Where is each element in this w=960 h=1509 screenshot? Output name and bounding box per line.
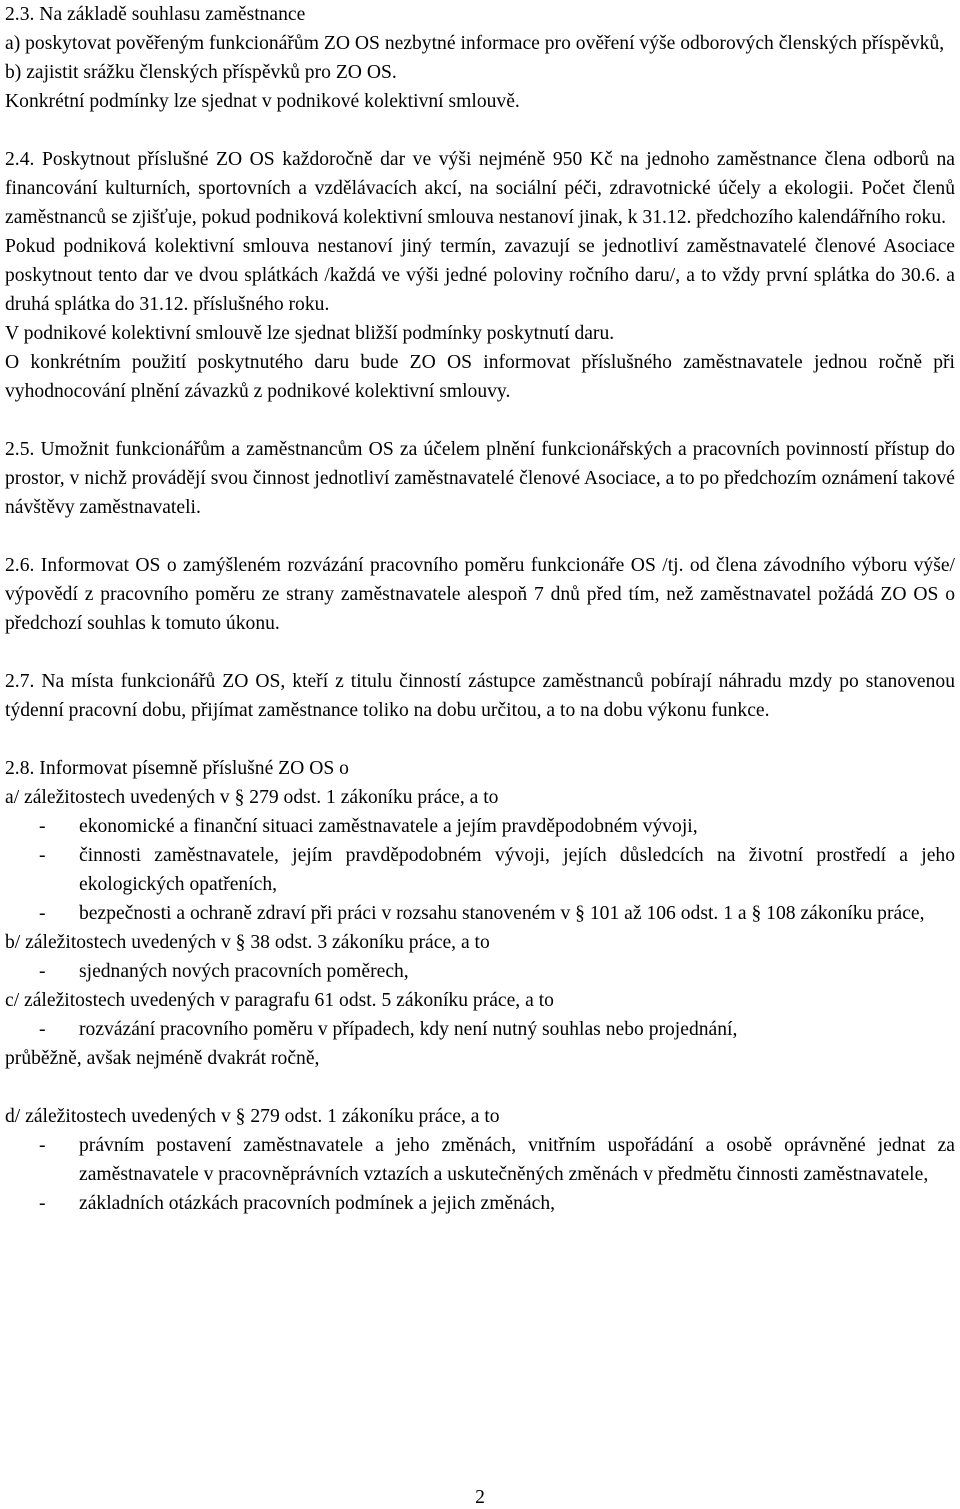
section-2-4-paragraph-2: Pokud podniková kolektivní smlouva nestanoví jiný termín, zavazují se jednotliví zaměstnavatelé členové Asociace poskytnout tento dar ve dvou splátkách /každá ve výši jedné poloviny ročního daru/, a to vždy první splátka do 30.6. a druhá splátka do 31.12. příslušného roku. xyxy=(5,236,955,315)
section-2-4-paragraph-4: O konkrétním použití poskytnutého daru bude ZO OS informovat příslušného zaměstnavatele jednou ročně při vyhodnocování plnění závazků z podnikové kolektivní smlouvy. xyxy=(5,352,955,402)
list-item xyxy=(5,1131,955,1189)
dash-bullet: - xyxy=(39,903,46,924)
section-2-3 xyxy=(5,0,955,116)
section-2-4-paragraph-3: V podnikové kolektivní smlouvě lze sjednat bližší podmínky poskytnutí daru. xyxy=(5,323,615,344)
section-2-3-heading: 2.3. Na základě souhlasu zaměstnance xyxy=(5,4,306,25)
subsection-a-intro: a/ záležitostech uvedených v § 279 odst. 1 zákoníku práce, a to xyxy=(5,787,499,808)
section-2-8 xyxy=(5,754,955,1218)
subsection-c-intro: c/ záležitostech uvedených v paragrafu 61 odst. 5 zákoníku práce, a to xyxy=(5,990,554,1011)
dash-bullet: - xyxy=(39,816,46,837)
section-2-8-heading: 2.8. Informovat písemně příslušné ZO OS o xyxy=(5,758,349,779)
list-item xyxy=(5,841,955,899)
dash-bullet: - xyxy=(39,1193,46,1214)
dash-bullet: - xyxy=(39,845,46,866)
spacer xyxy=(5,1073,955,1102)
subsection-b-intro: b/ záležitostech uvedených v § 38 odst. 3 zákoníku práce, a to xyxy=(5,932,490,953)
dash-bullet: - xyxy=(39,1019,46,1040)
section-2-4-paragraph-1: 2.4. Poskytnout příslušné ZO OS každoročně dar ve výši nejméně 950 Kč na jednoho zaměstnance člena odborů na financování kulturních, sportovních a vzdělávacích akcí, na sociální péči, zdravotnické účely a ekologii. Počet členů zaměstnanců se zjišťuje, pokud podniková kolektivní smlouva nestanoví jinak, k 31.12. předchozího kalendářního roku. xyxy=(5,149,955,228)
list-item-text: ekonomické a finanční situaci zaměstnavatele a jejím pravděpodobném vývoji, xyxy=(79,816,698,837)
dash-bullet: - xyxy=(39,1135,46,1156)
list-item xyxy=(5,1015,955,1044)
spacer xyxy=(5,116,955,145)
section-2-3-note: Konkrétní podmínky lze sjednat v podnikové kolektivní smlouvě. xyxy=(5,91,520,112)
list-item-text: sjednaných nových pracovních poměrech, xyxy=(79,961,409,982)
list-item-text: základních otázkách pracovních podmínek a jejich změnách, xyxy=(79,1193,556,1214)
list-item xyxy=(5,957,955,986)
section-2-3-item-b: b) zajistit srážku členských příspěvků pro ZO OS. xyxy=(5,62,397,83)
spacer xyxy=(5,522,955,551)
list-item xyxy=(5,899,955,928)
list-item-text: rozvázání pracovního poměru v případech, kdy není nutný souhlas nebo projednání, xyxy=(79,1019,738,1040)
list-item-text: právním postavení zaměstnavatele a jeho změnách, vnitřním uspořádání a osobě oprávněné jednat za zaměstnavatele v pracovněprávních vztazích a uskutečněných změnách v předmětu činnosti zaměstnavatele, xyxy=(79,1135,955,1185)
section-2-4 xyxy=(5,145,955,406)
section-2-7: 2.7. Na místa funkcionářů ZO OS, kteří z titulu činností zástupce zaměstnanců pobírají náhradu mzdy po stanovenou týdenní pracovní dobu, přijímat zaměstnance toliko na dobu určitou, a to na dobu výkonu funkce. xyxy=(5,671,955,721)
list-item xyxy=(5,1189,955,1218)
subsection-d-intro: d/ záležitostech uvedených v § 279 odst. 1 zákoníku práce, a to xyxy=(5,1106,500,1127)
list-item xyxy=(5,812,955,841)
page-number: 2 xyxy=(475,1487,485,1508)
document-page xyxy=(5,0,955,1218)
section-2-6: 2.6. Informovat OS o zamýšleném rozvázání pracovního poměru funkcionáře OS /tj. od člena závodního výboru výše/ výpovědí z pracovního poměru ze strany zaměstnavatele alespoň 7 dnů před tím, než zaměstnavatel požádá ZO OS o předchozí souhlas k tomuto úkonu. xyxy=(5,555,955,634)
section-2-3-item-a: a) poskytovat pověřeným funkcionářům ZO OS nezbytné informace pro ověření výše odborových členských příspěvků, xyxy=(5,33,945,54)
spacer xyxy=(5,406,955,435)
list-item-text: činnosti zaměstnavatele, jejím pravděpodobném vývoji, jejích důsledcích na životní prostředí a jeho ekologických opatřeních, xyxy=(79,845,955,895)
dash-bullet: - xyxy=(39,961,46,982)
spacer xyxy=(5,725,955,754)
spacer xyxy=(5,638,955,667)
section-2-5: 2.5. Umožnit funkcionářům a zaměstnancům OS za účelem plnění funkcionářských a pracovních povinností přístup do prostor, v nichž provádějí svou činnost jednotliví zaměstnavatelé členové Asociace, a to po předchozím oznámení takové návštěvy zaměstnavateli. xyxy=(5,439,955,518)
list-item-text: bezpečnosti a ochraně zdraví při práci v rozsahu stanoveném v § 101 až 106 odst. 1 a § 108 zákoníku práce, xyxy=(79,903,925,924)
subsection-c-tail: průběžně, avšak nejméně dvakrát ročně, xyxy=(5,1048,320,1069)
